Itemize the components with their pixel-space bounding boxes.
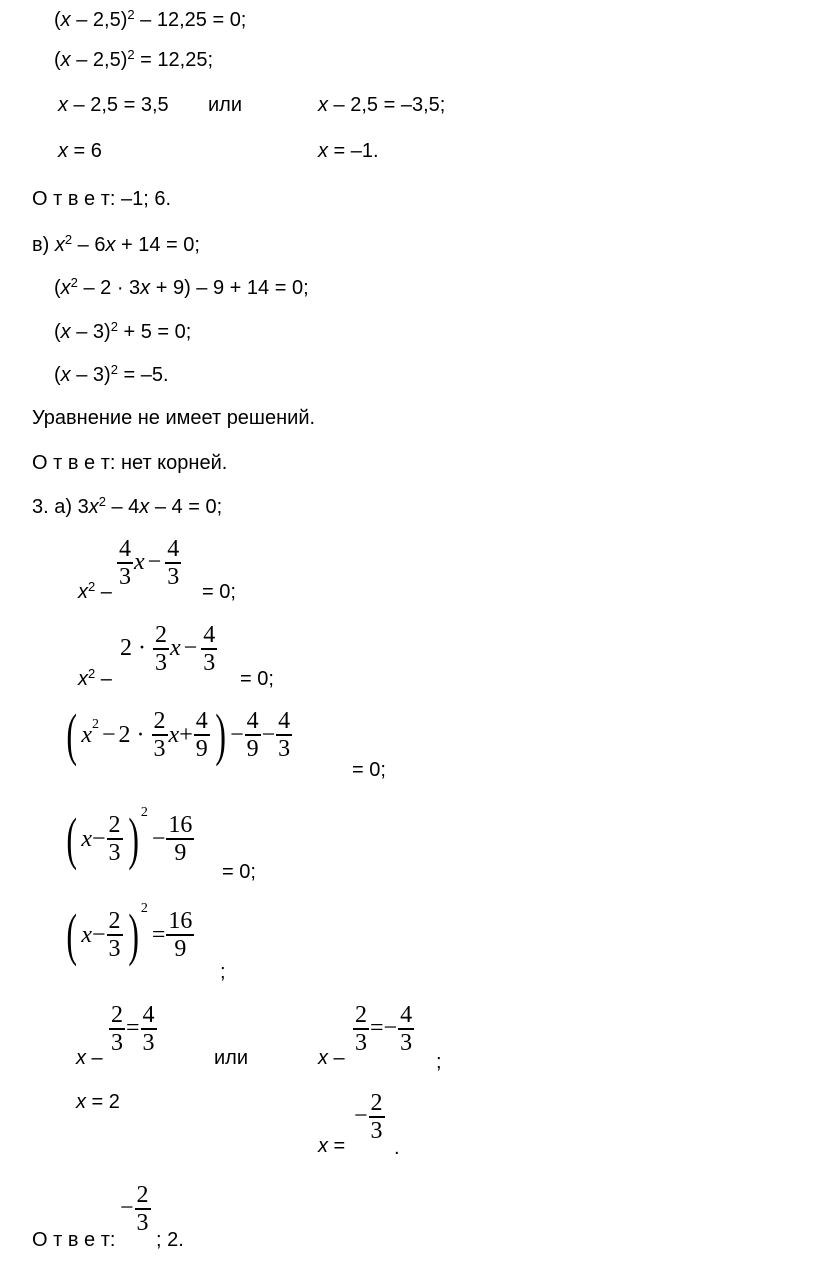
equation-v-1: $(x^2 - 2 \cdot 3x + 9) - 9 + 14 = 0$; — [54, 275, 309, 299]
step-3a-5-suffix: ; — [220, 961, 226, 983]
case-right-prefix: x – — [318, 1047, 345, 1069]
root-3a-2-formula: − $\frac{2}{3}$ — [354, 1090, 383, 1144]
answer-3-tail: ; 2. — [156, 1229, 184, 1251]
case-right-suffix: ; — [436, 1051, 442, 1073]
equation-line-3a: x – 2,5 = 3,5 — [58, 94, 169, 116]
step-3a-4-suffix: = 0; — [222, 861, 256, 883]
equation-v-2: (x – 3)$^2$ + 5 = 0; — [54, 319, 192, 343]
step-3a-3-suffix: = 0; — [352, 759, 386, 781]
answer-1: О т в е т: –1; 6. — [32, 188, 172, 210]
step-3a-1-prefix: $x^2$ – — [78, 579, 112, 603]
answer-3-formula: − $\frac{2}{3}$ — [120, 1182, 149, 1236]
or-word-1: или — [208, 94, 243, 116]
step-3a-1-formula: $\frac{4}{3}$ x − $\frac{4}{3}$ — [119, 536, 180, 590]
task-3a-heading: 3. а) $3x^2 - 4x - 4 = 0$; — [32, 494, 223, 518]
equation-line-1: (x – 2,5)$^2$ – 12,25 = 0; — [54, 7, 247, 31]
step-3a-2-formula: 2 · $\frac{2}{3}$ x − $\frac{4}{3}$ — [120, 622, 216, 676]
step-3a-3-formula: ( x 2 − 2 · $\frac{2}{3}$ x + $\frac{4}{9}$ ) − $\frac{4}{9}$ − $\frac{4}{3}$ — [66, 702, 291, 767]
step-3a-5-formula: ( x − $\frac{2}{3}$ ) 2 = $\frac{16}{9}$ — [66, 901, 193, 967]
equation-line-2: (x – 2,5)$^2$ = 12,25; — [54, 47, 214, 71]
step-3a-2-suffix: = 0; — [240, 668, 274, 690]
equation-v-3: (x – 3)$^2$ = –5. — [54, 362, 169, 386]
step-3a-1-suffix: = 0; — [202, 581, 236, 603]
or-word-2: или — [214, 1047, 249, 1069]
answer-3-label: О т в е т: — [32, 1229, 116, 1251]
case-left-formula: $\frac{2}{3}$ = $\frac{4}{3}$ — [111, 1002, 155, 1056]
equation-line-3c: x – 2,5 = –3,5; — [318, 94, 446, 116]
step-3a-4-formula: ( x − $\frac{2}{3}$ ) 2 − $\frac{16}{9}$ — [66, 805, 193, 871]
answer-2: О т в е т: нет корней. — [32, 452, 228, 474]
case-left-prefix: x – — [76, 1047, 103, 1069]
root-line-1: x = 6 — [58, 140, 102, 162]
step-3a-2-prefix: $x^2$ – — [78, 666, 112, 690]
root-3a-2-suffix: . — [394, 1137, 400, 1159]
section-v-heading: в) $x^2 - 6x + 14 = 0$; — [32, 232, 200, 256]
root-3a-2-prefix: x = — [318, 1135, 346, 1157]
no-roots-text: Уравнение не имеет решений. — [32, 407, 316, 429]
root-line-2: x = –1. — [318, 140, 379, 162]
case-right-formula: $\frac{2}{3}$ = − $\frac{4}{3}$ — [355, 1002, 413, 1056]
root-3a-1: x = 2 — [76, 1091, 120, 1113]
